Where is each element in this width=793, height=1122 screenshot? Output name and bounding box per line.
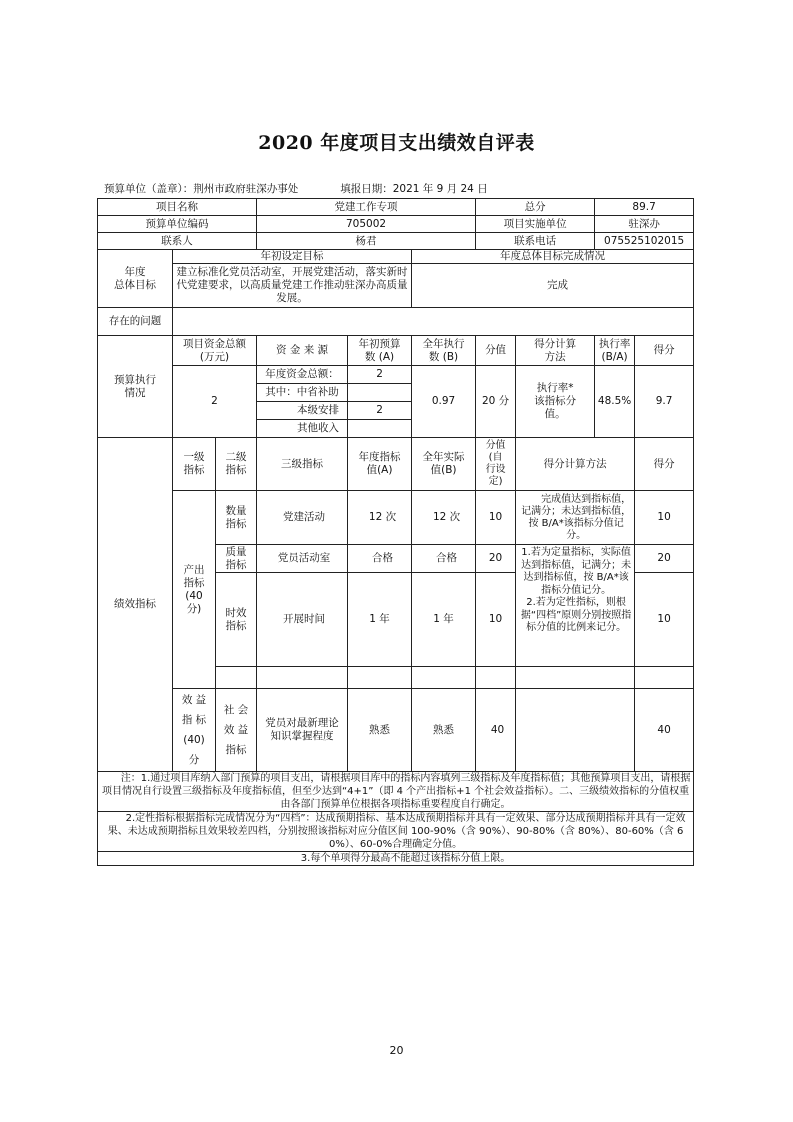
budget-points-value: 20 分 (476, 366, 516, 438)
perf-row-label: 绩效指标 (98, 438, 173, 772)
budget-total-value: 2 (173, 366, 257, 438)
issues-value (173, 308, 694, 336)
budget-header-method: 得分计算 方法 (516, 336, 595, 366)
budget-source-value (348, 420, 412, 438)
budget-header-row (98, 336, 694, 366)
output-indicator-label: 产出 指标 (40 分) (173, 491, 216, 689)
benefit-row (98, 689, 694, 772)
goal-content-row (98, 264, 694, 308)
perf-points: 10 (476, 491, 516, 545)
perf-actual: 1 年 (412, 573, 476, 667)
budget-source-label: 年度资金总额： (257, 366, 348, 384)
benefit-actual: 熟悉 (412, 689, 476, 772)
page-title: 2020 年度项目支出绩效自评表 (258, 132, 535, 154)
perf-level2: 时效 指标 (216, 573, 257, 667)
social-benefit-label: 社 会 效 益 指标 (216, 689, 257, 772)
goal-completion-label: 年度总体目标完成情况 (412, 250, 694, 264)
phone-value: 075525102015 (595, 233, 694, 250)
perf-header-score: 得分 (635, 438, 694, 491)
total-score-label: 总分 (476, 199, 595, 216)
goal-initial-text: 建立标准化党员活动室，开展党建活动，落实新时代党建要求，以高质量党建工作推动驻深办高质量发展。 (173, 264, 412, 308)
issues-label: 存在的问题 (98, 308, 173, 336)
perf-points: 10 (476, 573, 516, 667)
project-name-value: 党建工作专项 (257, 199, 476, 216)
note-2: 2.定性指标根据指标完成情况分为“四档”：达成预期指标、基本达成预期指标并具有一定效果、部分达成预期指标并具有一定效果、未达成预期指标且效果较差四档，分别按照该指标对应分值区间 100-90%（含 90%）、90-80%（含 80%）、80-60%（含 60%）、60-0%合理确定分值。 (98, 812, 694, 852)
benefit-points: 40 (476, 689, 516, 772)
project-name-label: 项目名称 (98, 199, 257, 216)
contact-value: 杨君 (257, 233, 476, 250)
note-row (98, 812, 694, 852)
perf-method-quality: 1.若为定量指标，实际值达到指标值，记满分；未达到指标值，按 B/A*该指标分值记分。 2.若为定性指标，则根据“四档”原则分别按照指标分值的比例来记分。 (516, 545, 635, 667)
perf-method-quantity: 完成值达到指标值，记满分；未达到指标值，按 B/A*该指标分值记分。 (516, 491, 635, 545)
benefit-level3: 党员对最新理论知识掌握程度 (257, 689, 348, 772)
budget-source-label: 其中：中省补助 (257, 384, 348, 402)
unit-value: 荆州市政府驻深办事处 (193, 183, 299, 195)
budget-source-label: 本级安排 (257, 402, 348, 420)
budget-header-points: 分值 (476, 336, 516, 366)
impl-unit-value: 驻深办 (595, 216, 694, 233)
date-value: 2021 年 9 月 24 日 (392, 183, 488, 195)
budget-source-value: 2 (348, 402, 412, 420)
perf-level3: 党建活动 (257, 491, 348, 545)
perf-level3: 党员活动室 (257, 545, 348, 573)
note-1: 注：1.通过项目库纳入部门预算的项目支出，请根据项目库中的指标内容填列三级指标及年度指标值；其他预算项目支出，请根据项目情况自行设置三级指标及年度指标值，但至少达到“4+1”（即 4 个产出指标+1 个社会效益指标）。二、三级绩效指标的分值权重由各部门预算单位根据各项指标重要程度自行确定。 (98, 772, 694, 812)
budget-rate-value: 48.5% (595, 366, 635, 438)
perf-level2: 数量 指标 (216, 491, 257, 545)
budget-source-value (348, 384, 412, 402)
perf-level3: 开展时间 (257, 573, 348, 667)
budget-header-score: 得分 (635, 336, 694, 366)
page-number: 20 (389, 1044, 404, 1057)
note-3: 3.每个单项得分最高不能超过该指标分值上限。 (98, 852, 694, 866)
goal-row-label: 年度 总体目标 (98, 250, 173, 308)
basic-row-2 (98, 216, 694, 233)
perf-actual: 合格 (412, 545, 476, 573)
perf-target: 12 次 (348, 491, 412, 545)
benefit-target: 熟悉 (348, 689, 412, 772)
note-row (98, 772, 694, 812)
phone-label: 联系电话 (476, 233, 595, 250)
budget-source-label: 其他收入 (257, 420, 348, 438)
budget-source-value: 2 (348, 366, 412, 384)
benefit-method (516, 689, 635, 772)
budget-header-initial: 年初预算 数 (A) (348, 336, 412, 366)
goal-header-row (98, 250, 694, 264)
budget-header-rate: 执行率 (B/A) (595, 336, 635, 366)
perf-level2: 质量 指标 (216, 545, 257, 573)
issues-row (98, 308, 694, 336)
benefit-score: 40 (635, 689, 694, 772)
perf-target: 1 年 (348, 573, 412, 667)
budget-method-value: 执行率* 该指标分 值。 (516, 366, 595, 438)
perf-header-level3: 三级指标 (257, 438, 348, 491)
budget-header-executed: 全年执行 数 (B) (412, 336, 476, 366)
impl-unit-label: 项目实施单位 (476, 216, 595, 233)
budget-source-row-1 (98, 366, 694, 384)
contact-label: 联系人 (98, 233, 257, 250)
perf-header-method: 得分计算方法 (516, 438, 635, 491)
unit-code-label: 预算单位编码 (98, 216, 257, 233)
perf-header-target: 年度指标 值(A) (348, 438, 412, 491)
budget-header-source: 资 金 来 源 (257, 336, 348, 366)
perf-score: 10 (635, 491, 694, 545)
evaluation-table (97, 198, 694, 866)
total-score-value: 89.7 (595, 199, 694, 216)
report-header (104, 181, 488, 196)
benefit-indicator-label: 效 益 指 标 (40) 分 (173, 689, 216, 772)
budget-score-value: 9.7 (635, 366, 694, 438)
budget-header-total: 项目资金总额 (万元) (173, 336, 257, 366)
perf-target: 合格 (348, 545, 412, 573)
perf-header-level2: 二级 指标 (216, 438, 257, 491)
goal-initial-label: 年初设定目标 (173, 250, 412, 264)
perf-header-actual: 全年实际 值(B) (412, 438, 476, 491)
perf-score: 20 (635, 545, 694, 573)
perf-header-row (98, 438, 694, 491)
basic-row-3 (98, 233, 694, 250)
perf-points: 20 (476, 545, 516, 573)
date-label: 填报日期： (340, 183, 393, 195)
perf-row (98, 491, 694, 545)
goal-completion-text: 完成 (412, 264, 694, 308)
perf-actual: 12 次 (412, 491, 476, 545)
unit-code-value: 705002 (257, 216, 476, 233)
budget-executed-value: 0.97 (412, 366, 476, 438)
budget-row-label: 预算执行 情况 (98, 336, 173, 438)
note-row (98, 852, 694, 866)
basic-row-1 (98, 199, 694, 216)
perf-header-level1: 一级 指标 (173, 438, 216, 491)
perf-score: 10 (635, 573, 694, 667)
unit-label: 预算单位（盖章）： (104, 183, 194, 195)
perf-header-points: 分值 (自 行设 定) (476, 438, 516, 491)
